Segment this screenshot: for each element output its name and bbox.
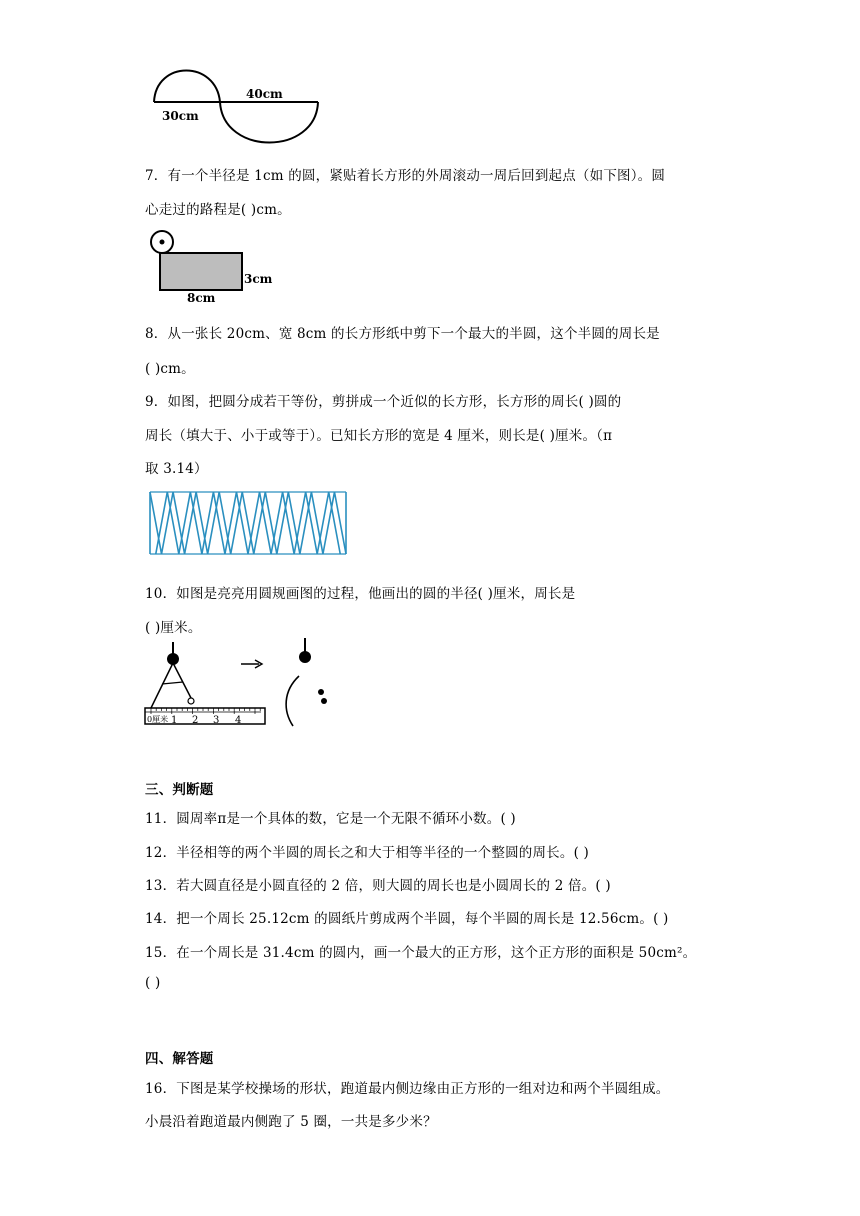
q10-ruler-tick-1: 1 (171, 715, 178, 726)
q10-ruler-zero-label: 0厘米 (147, 715, 169, 724)
q16-text-line1: 16．下图是某学校操场的形状，跑道最内侧边缘由正方形的一组对边和两个半圆组成。 (145, 1081, 670, 1097)
q10-text-line1: 10．如图是亮亮用圆规画图的过程，他画出的圆的半径( )厘米，周长是 (145, 586, 576, 602)
q6-upper-semicircle (154, 71, 220, 103)
q12-text: 12．半径相等的两个半圆的周长之和大于相等半径的一个整圆的周长。( ) (145, 845, 590, 861)
q10-text-line2: ( )厘米。 (145, 620, 202, 636)
q9-zigzag-top-edge (150, 492, 346, 554)
q7-height-label: 3cm (244, 272, 273, 286)
q9-approx-rectangle-figure (148, 488, 353, 558)
q7-figure (145, 228, 285, 308)
q7-circle-center (160, 240, 165, 245)
q9-text-line3: 取 3.14） (145, 461, 208, 477)
q7-text-line2: 心走过的路程是( )cm。 (145, 202, 291, 218)
q10-compass-figure (143, 636, 343, 731)
q15-text-line1: 15．在一个周长是 31.4cm 的圆内，画一个最大的正方形，这个正方形的面积是 50cm²。 (145, 945, 697, 961)
q7-text-line1: 7．有一个半径是 1cm 的圆，紧贴着长方形的外周滚动一周后回到起点（如下图）。圆 (145, 168, 666, 184)
q8-text-line1: 8．从一张长 20cm、宽 8cm 的长方形纸中剪下一个最大的半圆，这个半圆的周长是 (145, 326, 660, 342)
q13-text: 13．若大圆直径是小圆直径的 2 倍，则大圆的周长也是小圆周长的 2 倍。( ) (145, 878, 611, 894)
q10-drawn-arc (286, 676, 299, 726)
section4-title: 四、解答题 (145, 1051, 214, 1067)
q6-label-30cm: 30cm (162, 109, 199, 123)
q6-label-40cm: 40cm (246, 87, 283, 101)
q10-compass-leg-left (151, 663, 173, 708)
q10-compass-leg-right (173, 663, 191, 698)
q10-ruler-tick-4: 4 (235, 715, 242, 726)
q7-width-label: 8cm (187, 291, 216, 305)
q8-text-line2: ( )cm。 (145, 361, 195, 377)
q10-dot-1 (318, 689, 324, 695)
q7-rectangle (160, 253, 242, 290)
q16-text-line2: 小晨沿着跑道最内侧跑了 5 圈，一共是多少米？ (145, 1114, 437, 1130)
q6-figure (148, 58, 323, 148)
q14-text: 14．把一个周长 25.12cm 的圆纸片剪成两个半圆，每个半圆的周长是 12.56cm。( ) (145, 911, 669, 927)
q6-lower-semicircle (220, 102, 318, 143)
q10-ruler-tick-3: 3 (213, 715, 220, 726)
q15-text-line2: ( ) (145, 975, 161, 991)
q10-pencil-tip (188, 698, 194, 704)
section3-title: 三、判断题 (145, 782, 214, 798)
q9-text-line2: 周长（填大于、小于或等于）。已知长方形的宽是 4 厘米，则长是( )厘米。（π (145, 428, 613, 444)
q10-dot-2 (321, 698, 327, 704)
q11-text: 11．圆周率π是一个具体的数，它是一个无限不循环小数。( ) (145, 811, 516, 827)
q10-compass2-hinge (299, 651, 311, 663)
q10-ruler-tick-2: 2 (192, 715, 199, 726)
q10-compass-brace (162, 682, 183, 684)
q9-text-line1: 9．如图，把圆分成若干等份，剪拼成一个近似的长方形，长方形的周长( )圆的 (145, 394, 622, 410)
